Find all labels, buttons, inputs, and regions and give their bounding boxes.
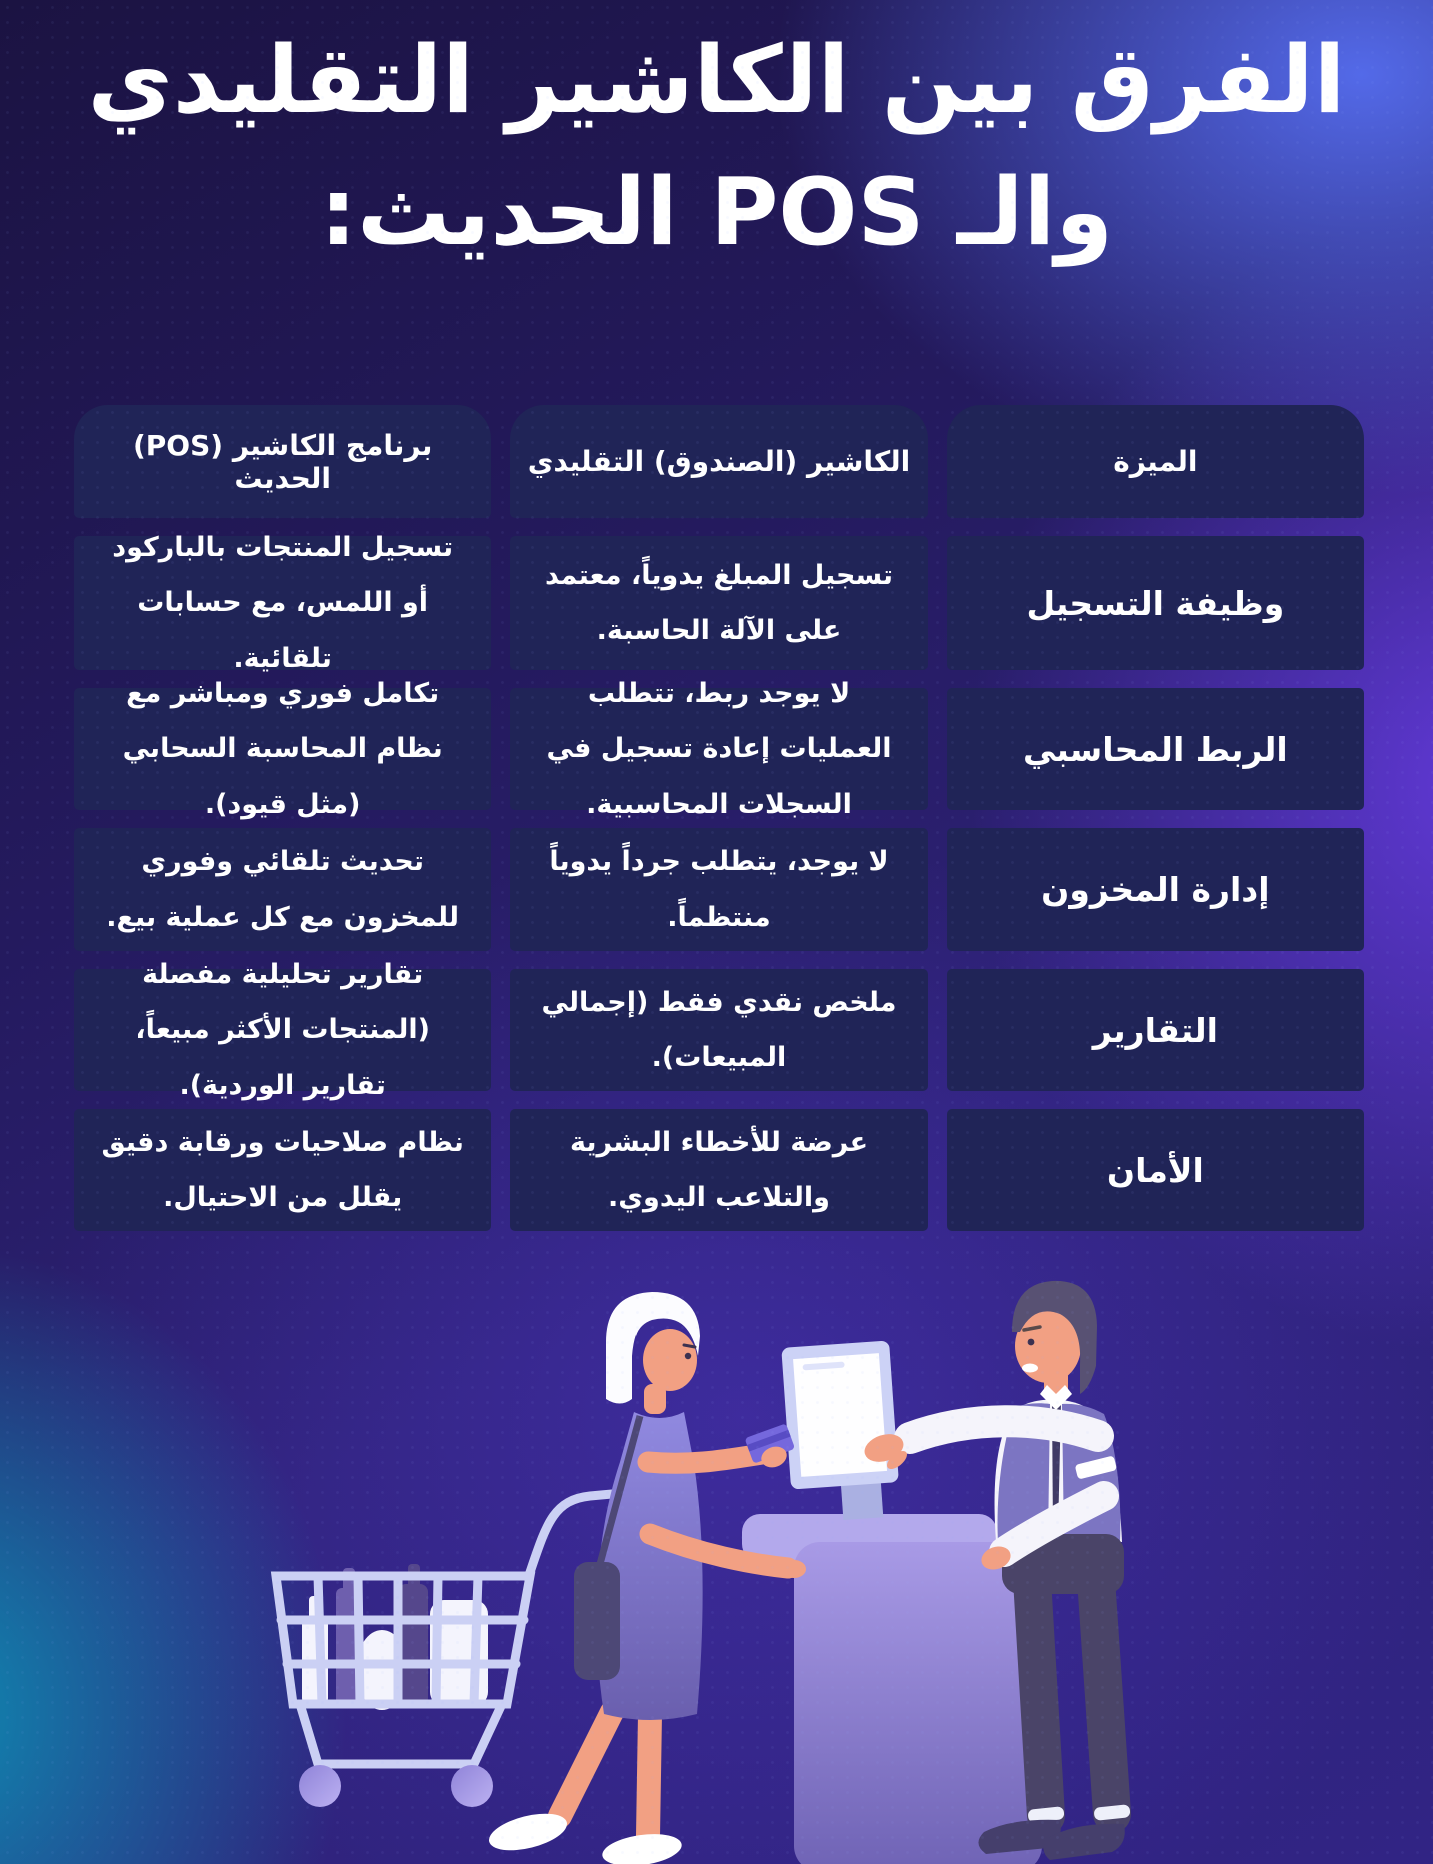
- traditional-cell-security: عرضة للأخطاء البشرية والتلاعب اليدوي.: [510, 1109, 927, 1231]
- feature-cell-registration: وظيفة التسجيل: [947, 536, 1364, 670]
- cart-wheel: [451, 1765, 493, 1807]
- header-cell-modern: برنامج الكاشير (POS) الحديث: [74, 405, 491, 518]
- feature-cell-inventory: إدارة المخزون: [947, 828, 1364, 951]
- customer-handbag: [574, 1562, 620, 1680]
- shopping-cart: [276, 1494, 612, 1807]
- modern-cell-inventory: تحديث تلقائي وفوري للمخزون مع كل عملية بيع.: [74, 828, 491, 951]
- traditional-cell-inventory: لا يوجد، يتطلب جرداً يدوياً منتظماً.: [510, 828, 927, 951]
- checkout-illustration: [0, 1064, 1433, 1864]
- modern-cell-accounting: تكامل فوري ومباشر مع نظام المحاسبة السحابي (مثل قيود).: [74, 688, 491, 810]
- modern-cell-security: نظام صلاحيات ورقابة دقيق يقلل من الاحتيال.: [74, 1109, 491, 1231]
- modern-cell-reports: تقارير تحليلية مفصلة (المنتجات الأكثر مبيعاً، تقارير الوردية).: [74, 969, 491, 1091]
- traditional-cell-accounting: لا يوجد ربط، تتطلب العمليات إعادة تسجيل في السجلات المحاسبية.: [510, 688, 927, 810]
- cashier-reaching-arm: [910, 1421, 1098, 1438]
- page-title-line-2: والـ POS الحديث:: [319, 158, 1114, 267]
- header-cell-feature: الميزة: [947, 405, 1364, 518]
- feature-cell-reports: التقارير: [947, 969, 1364, 1091]
- traditional-cell-reports: ملخص نقدي فقط (إجمالي المبيعات).: [510, 969, 927, 1091]
- header-cell-traditional: الكاشير (الصندوق) التقليدي: [510, 405, 927, 518]
- pos-monitor: [781, 1340, 901, 1523]
- cart-wheel: [299, 1765, 341, 1807]
- feature-cell-security: الأمان: [947, 1109, 1364, 1231]
- feature-cell-accounting: الربط المحاسبي: [947, 688, 1364, 810]
- page-title-line-1: الفرق بين الكاشير التقليدي: [87, 26, 1346, 134]
- customer-face: [643, 1329, 697, 1391]
- traditional-cell-registration: تسجيل المبلغ يدوياً، معتمد على الآلة الحاسبة.: [510, 536, 927, 670]
- page-title: [0, 14, 1433, 278]
- modern-cell-registration: تسجيل المنتجات بالباركود أو اللمس، مع حسابات تلقائية.: [74, 536, 491, 670]
